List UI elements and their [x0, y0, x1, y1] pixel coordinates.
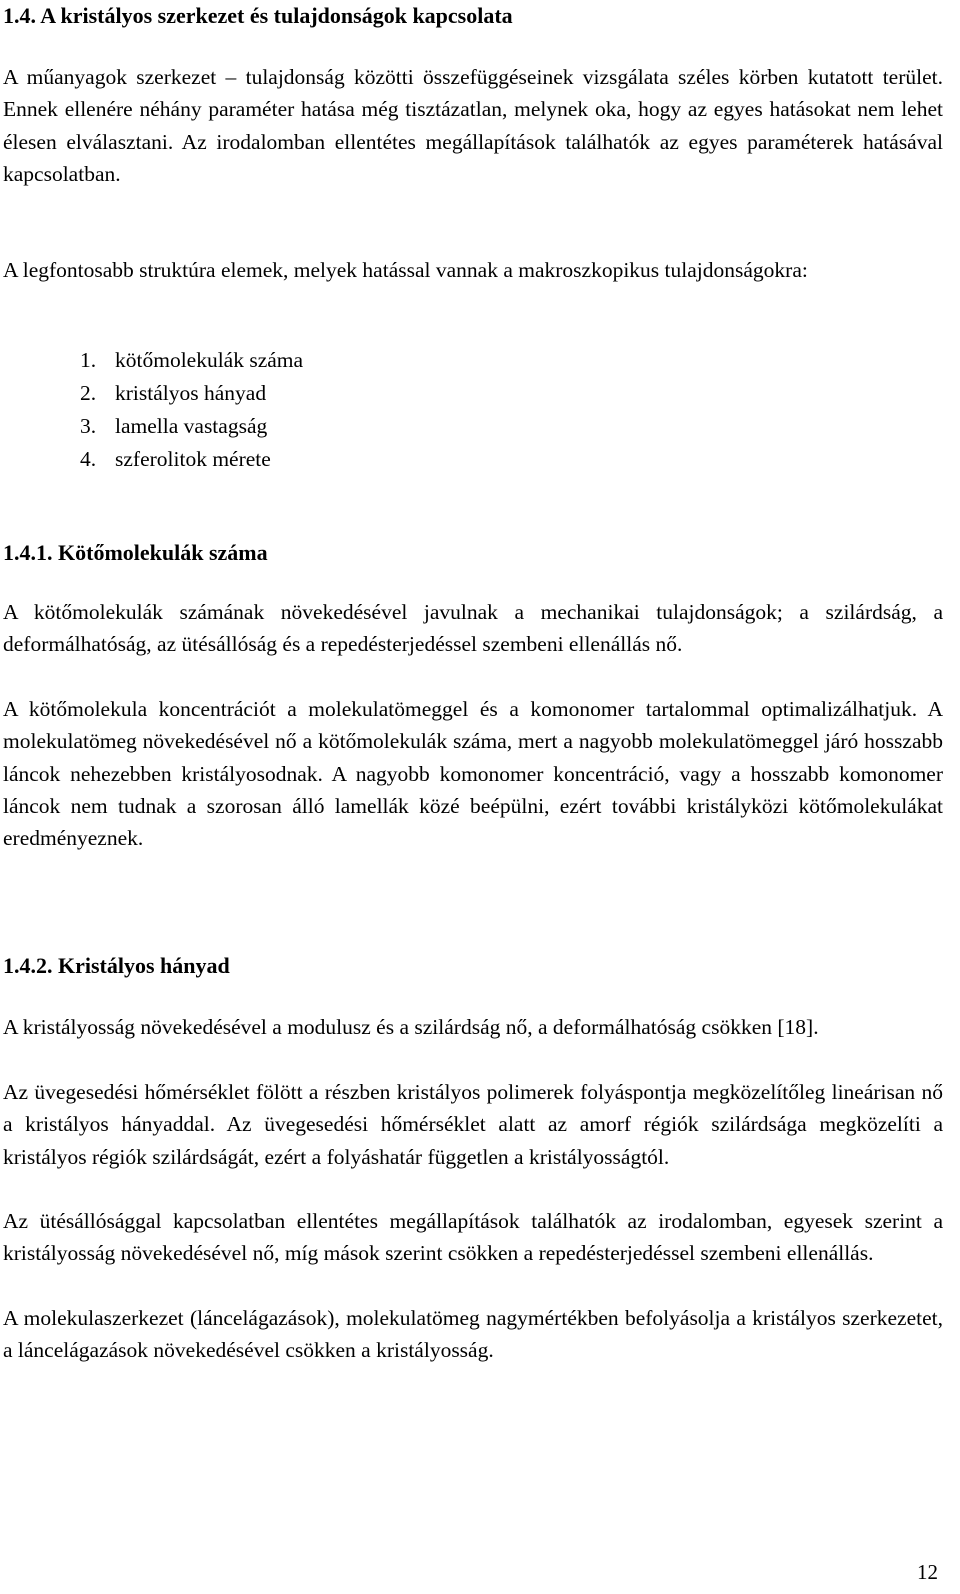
page-number: 12 — [917, 1560, 938, 1584]
paragraph-bond-molecules-effect: A kötőmolekulák számának növekedésével javulnak a mechanikai tulajdonságok; a szilárdság, a deformálhatóság, az ütésállóság és a repedésterjedéssel szembeni ellenállás nő. — [3, 600, 943, 657]
paragraph-molecular-structure: A molekulaszerkezet (láncelágazások), molekulatömeg nagymértékben befolyásolja a kristályos szerkezetet, a láncelágazások növekedésével csökken a kristályosság. — [3, 1306, 943, 1363]
section-heading-1-4-1: 1.4.1. Kötőmolekulák száma — [3, 540, 268, 565]
list-item-text: kötőmolekulák száma — [115, 348, 304, 372]
list-item-number: 2. — [80, 381, 97, 405]
list-item-text: szferolitok mérete — [115, 447, 271, 471]
section-heading-1-4-2: 1.4.2. Kristályos hányad — [3, 953, 230, 978]
paragraph-intro: A műanyagok szerkezet – tulajdonság közötti összefüggéseinek vizsgálata széles körben kutatott terület. Ennek ellenére néhány paraméter hatása még tisztázatlan, melynek oka, hogy az egyes hatásokat nem lehet élesen elválasztani. Az irodalomban ellentétes megállapítások találhatók az egyes paraméterek hatásával kapcsolatban. — [3, 65, 943, 186]
paragraph-bond-molecule-concentration: A kötőmolekula koncentrációt a molekulatömeggel és a komonomer tartalommal optimalizálhatjuk. A molekulatömeg növekedésével nő a kötőmolekulák száma, mert a nagyobb molekulatömeggel járó hosszabb láncok nehezebben kristályosodnak. A nagyobb komonomer koncentráció, vagy a hosszabb komonomer láncok nem tudnak a szorosan álló lamellák közé beépülni, ezért további kristályközi kötőmolekulákat eredményeznek. — [3, 697, 943, 851]
paragraph-structure-elements: A legfontosabb struktúra elemek, melyek hatással vannak a makroszkopikus tulajdonságokra: — [3, 258, 808, 282]
structure-elements-list — [3, 344, 303, 476]
list-item-number: 4. — [80, 447, 97, 471]
list-item-text: kristályos hányad — [115, 381, 267, 405]
list-item — [3, 344, 303, 377]
list-item-text: lamella vastagság — [115, 414, 268, 438]
paragraph-glass-transition: Az üvegesedési hőmérséklet fölött a részben kristályos polimerek folyáspontja megközelítőleg lineárisan nő a kristályos hányaddal. Az üvegesedési hőmérséklet alatt az amorf régiók szilárdsága megközelíti a kristályos régiók szilárdságát, ezért a folyáshatár független a kristályosságtól. — [3, 1080, 943, 1169]
list-item — [3, 377, 303, 410]
list-item — [3, 443, 303, 476]
paragraph-crystallinity-modulus: A kristályosság növekedésével a modulusz és a szilárdság nő, a deformálhatóság csökken [18]. — [3, 1015, 819, 1039]
list-item-number: 1. — [80, 348, 97, 372]
paragraph-impact-resistance: Az ütésállósággal kapcsolatban ellentétes megállapítások találhatók az irodalomban, egyesek szerint a kristályosság növekedésével nő, míg mások szerint csökken a repedésterjedéssel szembeni ellenállás. — [3, 1209, 943, 1266]
list-item — [3, 410, 303, 443]
list-item-number: 3. — [80, 414, 97, 438]
section-heading-1-4: 1.4. A kristályos szerkezet és tulajdonságok kapcsolata — [3, 3, 513, 28]
